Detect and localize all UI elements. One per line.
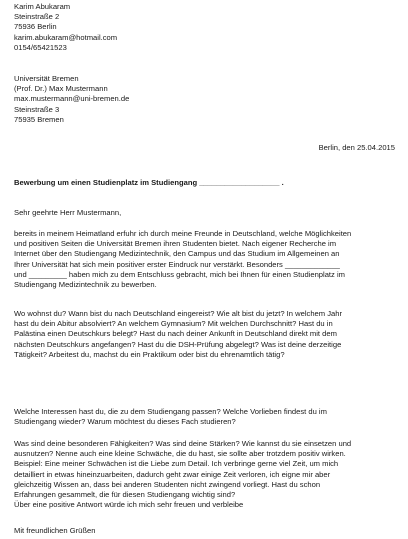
paragraph-closing-remark bbox=[14, 500, 395, 510]
paragraph-line: und positiven Seiten die Universität Bremen ihren Studenten bietet. Nach eigener Recherche im bbox=[14, 239, 337, 249]
paragraph-line: detailliert in etwas hineinzuarbeiten, dadurch geht zwar einige Zeit verloren, ich eigne mir aber bbox=[14, 469, 331, 479]
paragraph-line: Welche Interessen hast du, die zu dem Studiengang passen? Welche Vorlieben findest du im bbox=[14, 407, 327, 416]
paragraph-line: Über eine positive Antwort würde ich mich sehr freuen und verbleibe bbox=[14, 500, 244, 509]
paragraph-interests bbox=[14, 407, 395, 427]
letter-date: Berlin, den 25.04.2015 bbox=[318, 143, 395, 152]
salutation: Sehr geehrte Herr Mustermann, bbox=[14, 208, 122, 217]
paragraph-line: Was sind deine besonderen Fähigkeiten? Was sind deine Stärken? Wie kannst du sie einsetzen und bbox=[14, 439, 352, 448]
paragraph-line: bereits in meinem Heimatland erfuhr ich durch meine Freunde in Deutschland, welche Möglichkeiten bbox=[14, 229, 352, 238]
sender-name: Karim Abukaram bbox=[14, 2, 71, 11]
paragraph-line: nächsten Deutschkurs angefangen? Hast du die DSH-Prüfung abgelegt? Was ist deine derzeitige bbox=[14, 339, 342, 349]
paragraph-line: Ihrer Universität hat sich mein positiver erster Eindruck nur verstärkt. Besonders _____________ bbox=[14, 259, 340, 269]
paragraph-line: Studiengang wieder? Warum möchtest du dieses Fach studieren? bbox=[14, 417, 236, 427]
paragraph-line: und _________ haben mich zu dem Entschluss gebracht, mich bei Ihnen für einen Studienplatz im bbox=[14, 269, 345, 279]
paragraph-line: Erfahrungen gesammelt, die für diesen Studiengang wichtig sind? bbox=[14, 490, 236, 500]
paragraph-intro bbox=[14, 229, 395, 290]
recipient-institution: Universität Bremen bbox=[14, 74, 79, 83]
paragraph-line: Internet über den Studiengang Medizintechnik, den Campus und das Studium im Allgemeinen an bbox=[14, 249, 340, 259]
sender-email: karim.abukaram@hotmail.com bbox=[14, 32, 118, 42]
paragraph-line: hast du dein Abitur absolviert? An welchem Gymnasium? Mit welchen Durchschnitt? Hast du in bbox=[14, 319, 333, 329]
sender-phone: 0154/65421523 bbox=[14, 42, 67, 52]
recipient-email: max.mustermann@uni-bremen.de bbox=[14, 94, 130, 104]
paragraph-line: Studiengang Medizintechnik zu bewerben. bbox=[14, 280, 157, 290]
paragraph-line: ausnutzen? Nenne auch eine kleine Schwäche, die du hast, sie sollte aber trotzdem positiv wirken. bbox=[14, 449, 346, 459]
paragraph-line: Wo wohnst du? Wann bist du nach Deutschland eingereist? Wie alt bist du jetzt? In welchem Jahr bbox=[14, 309, 342, 318]
recipient-street: Steinstraße 3 bbox=[14, 104, 60, 114]
paragraph-line: gleichzeitig Wissen an, dass bei anderen Studenten nicht zwingend vorliegt. Hast du schon bbox=[14, 479, 321, 489]
recipient-address bbox=[14, 74, 395, 125]
paragraph-skills bbox=[14, 439, 395, 500]
paragraph-line: Tätigkeit? Arbeitest du, machst du ein Praktikum oder bist du ehrenamtlich tätig? bbox=[14, 349, 285, 359]
sender-street: Steinstraße 2 bbox=[14, 12, 60, 22]
paragraph-background bbox=[14, 309, 395, 360]
paragraph-line: Beispiel: Eine meiner Schwächen ist die Liebe zum Detail. Ich verbringe gerne viel Zeit, um mich bbox=[14, 459, 339, 469]
sender-city: 75936 Berlin bbox=[14, 22, 57, 32]
recipient-city: 75935 Bremen bbox=[14, 114, 64, 124]
recipient-person: (Prof. Dr.) Max Mustermann bbox=[14, 84, 108, 94]
closing-formula: Mit freundlichen Grüßen bbox=[14, 526, 96, 535]
paragraph-line: Palästina einen Deutschkurs belegt? Hast du nach deiner Ankunft in Deutschland direkt mit dem bbox=[14, 329, 337, 339]
sender-address bbox=[14, 2, 395, 53]
letter-subject: Bewerbung um einen Studienplatz im Studiengang ___________________ . bbox=[14, 178, 284, 187]
